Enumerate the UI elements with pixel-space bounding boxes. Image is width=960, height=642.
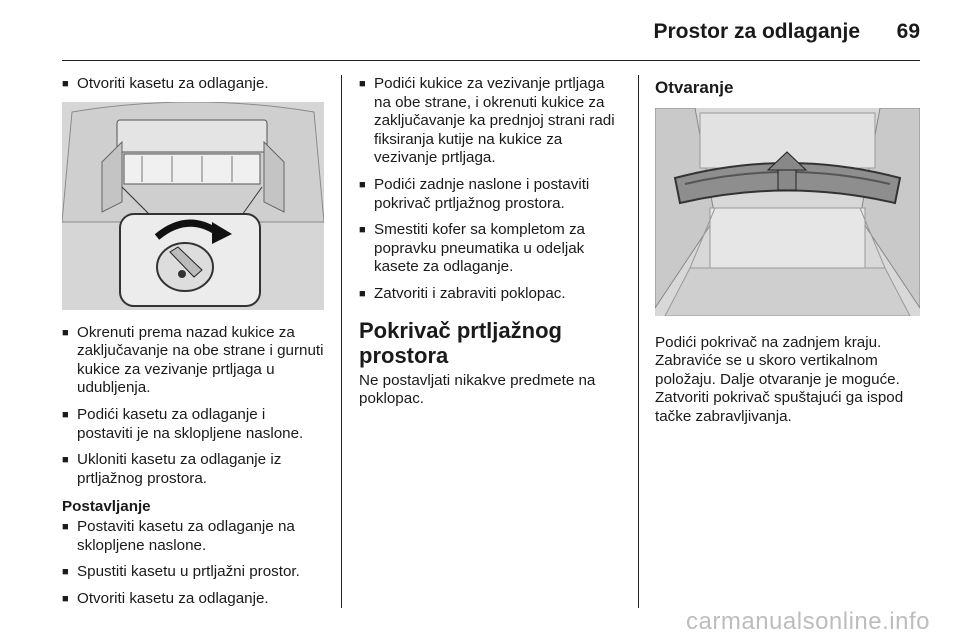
list-item: ■ Ukloniti kasetu za odlaganje iz prtljažnog prostora. [62,451,324,488]
list-item: ■ Otvoriti kasetu za odlaganje. [62,75,324,94]
column-1 [62,75,324,616]
column-divider-1 [341,75,342,608]
opening-text: Podići pokrivač na zadnjem kraju. Zabraviće se u skoro vertikalnom položaju. Dalje otvaranje je moguće. Zatvoriti pokrivač spuštajući ga ispod tačke zabravljivanja. [655,333,904,425]
list-item: ■ Otvoriti kasetu za odlaganje. [62,590,324,609]
list-item: ■ Zatvoriti i zabraviti poklopac. [359,285,621,304]
list-item: ■ Postaviti kasetu za odlaganje na sklopljene naslone. [62,518,324,555]
page-header [0,12,960,46]
list-item: ■ Spustiti kasetu u prtljažni prostor. [62,563,324,582]
list-item: ■ Podići kukice za vezivanje prtljaga na obe strane, i okrenuti kukice za zaključavanje ka prednjoj strani radi fiksiranja kutije na kukice za vezivanje prtljaga. [359,75,621,168]
luggage-cover-drawing [655,108,920,316]
column-divider-2 [638,75,639,608]
list-item: ■ Podići zadnje naslone i postaviti pokrivač prtljažnog prostora. [359,176,621,213]
installation-bullet-list [62,518,324,608]
column-2 [359,75,621,409]
storage-box-illustration [62,102,324,310]
section-text: Ne postavljati nikakve predmete na poklopac. [359,371,596,408]
subheading-opening: Otvaranje [655,78,734,97]
storage-box-drawing [62,102,324,310]
column-3 [655,75,923,427]
section-title: Pokrivač prtljažnog prostora [359,317,562,368]
page-number: 69 [896,20,920,43]
header-title: Prostor za odlaganje [653,20,860,43]
watermark: carmanualsonline.info [686,608,930,635]
intro-bullet-list [62,75,324,94]
list-item: ■ Podići kasetu za odlaganje i postaviti je na sklopljene naslone. [62,406,324,443]
list-item: ■ Smestiti kofer sa kompletom za popravku pneumatika u odeljak kasete za odlaganje. [359,221,621,277]
list-item: ■ Okrenuti prema nazad kukice za zaključavanje na obe strane i gurnuti kukice za vezivanje prtljaga u udubljenja. [62,324,324,398]
subheading-installation: Postavljanje [62,498,151,516]
header-rule [62,60,920,61]
removal-bullet-list [62,324,324,489]
fixing-bullet-list [359,75,621,304]
luggage-cover-illustration [655,108,920,316]
